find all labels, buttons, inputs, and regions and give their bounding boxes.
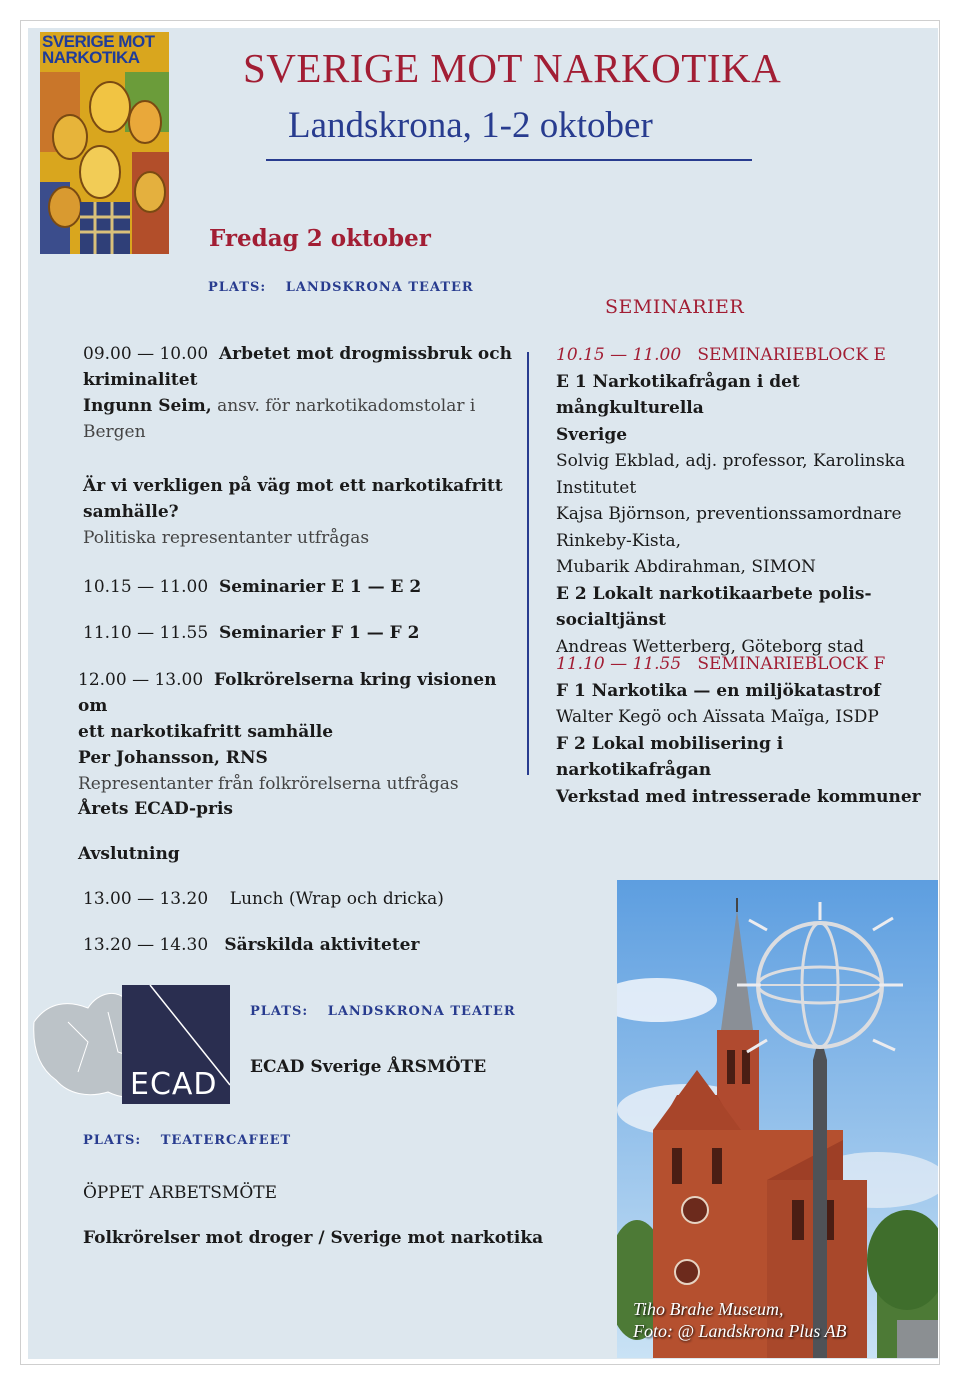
program-item-5 <box>78 667 518 797</box>
venue-label: PLATS: <box>208 280 267 295</box>
program-title: Arbetet mot drogmissbruk och <box>218 344 512 364</box>
program-item-6 <box>83 886 444 912</box>
program-title: Lunch (Wrap och dricka) <box>229 889 444 909</box>
program-speaker: Per Johansson, RNS <box>78 748 268 768</box>
program-item-1 <box>83 341 513 445</box>
program-title: Särskilda aktiviteter <box>224 935 420 955</box>
program-prize: Årets ECAD-pris <box>78 799 233 819</box>
program-time: 11.10 — 11.55 <box>83 623 209 643</box>
seminar-speaker-cont: Rinkeby-Kista, <box>556 530 682 551</box>
ecad-logo <box>122 985 230 1104</box>
column-divider <box>527 352 529 775</box>
poster-title <box>42 34 167 66</box>
photo-credit-line-2: Foto: @ Landskrona Plus AB <box>633 1321 847 1341</box>
seminar-block-label: SEMINARIEBLOCK F <box>697 654 886 674</box>
program-speaker-role-cont: Bergen <box>83 422 146 442</box>
seminar-title: F 2 Lokal mobilisering i narkotikafrågan <box>556 733 784 780</box>
program-time: 13.20 — 14.30 <box>83 935 209 955</box>
program-title: Seminarier E 1 — E 2 <box>218 577 422 597</box>
program-time: 12.00 — 13.00 <box>78 670 204 690</box>
program-speaker-role: ansv. för narkotikadomstolar i <box>217 396 476 416</box>
seminar-speaker: Mubarik Abdirahman, SIMON <box>556 557 816 577</box>
seminar-speaker: Walter Kegö och Aïssata Maïga, ISDP <box>556 707 879 727</box>
poster-title-line-2: NARKOTIKA <box>42 48 140 67</box>
open-meeting-subtitle: Folkrörelser mot droger / Sverige mot narkotika <box>83 1228 544 1248</box>
program-item-4 <box>83 620 419 646</box>
seminar-speaker: Kajsa Björnson, preventionssamordnare <box>556 504 902 524</box>
seminar-speaker: Andreas Wetterberg, Göteborg stad <box>556 636 865 657</box>
venue-line-3 <box>83 1133 291 1148</box>
seminar-block-f <box>556 651 936 810</box>
program-item-2 <box>83 473 513 551</box>
photo-credit <box>633 1298 847 1342</box>
main-title: SVERIGE MOT NARKOTIKA <box>243 45 782 91</box>
seminar-title: E 2 Lokalt narkotikaarbete polis- <box>556 583 872 604</box>
seminar-title: F 1 Narkotika — en miljökatastrof <box>556 680 881 701</box>
venue-value: LANDSKRONA TEATER <box>285 280 474 295</box>
seminar-title-cont: Sverige <box>556 424 628 445</box>
program-time: 13.00 — 13.20 <box>83 889 209 909</box>
annual-meeting-title: ECAD Sverige ÅRSMÖTE <box>250 1057 487 1077</box>
title-underline <box>266 159 752 161</box>
poster-title-line-1: SVERIGE MOT <box>42 32 155 51</box>
venue-value: TEATERCAFEET <box>160 1133 292 1148</box>
venue-label: PLATS: <box>250 1004 309 1019</box>
program-title: Är vi verkligen på väg mot ett narkotikafritt <box>83 476 503 496</box>
seminar-title: E 1 Narkotikafrågan i det mångkulturella <box>556 371 800 418</box>
seminar-block-e <box>556 342 936 660</box>
church-photo <box>617 880 938 1358</box>
program-item-7 <box>83 932 419 958</box>
seminars-heading: SEMINARIER <box>605 296 745 318</box>
seminar-subtitle: Verkstad med intresserade kommuner <box>556 786 921 807</box>
seminar-speaker: Solvig Ekblad, adj. professor, Karolinska <box>556 451 906 471</box>
venue-value: LANDSKRONA TEATER <box>327 1004 516 1019</box>
day-title: Fredag 2 oktober <box>209 225 431 252</box>
program-title-cont: kriminalitet <box>83 370 198 390</box>
venue-label: PLATS: <box>83 1133 142 1148</box>
seminar-title-cont: socialtjänst <box>556 610 666 630</box>
program-title: Seminarier F 1 — F 2 <box>218 623 420 643</box>
seminar-block-label: SEMINARIEBLOCK E <box>697 345 886 365</box>
seminar-speaker-cont: Institutet <box>556 477 637 498</box>
program-item-3 <box>83 574 421 600</box>
venue-line-1 <box>208 280 474 295</box>
program-speaker: Ingunn Seim, <box>83 396 212 416</box>
program-time: 10.15 — 11.00 <box>83 577 209 597</box>
program-closing: Avslutning <box>78 844 180 864</box>
ecad-logo-text: ECAD <box>130 1067 218 1102</box>
venue-line-2 <box>250 1004 516 1019</box>
program-title-cont: ett narkotikafritt samhälle <box>78 722 334 742</box>
program-subtitle: Representanter från folkrörelserna utfrågas <box>78 774 459 794</box>
program-title: Folkrörelserna kring visionen om <box>78 670 497 716</box>
program-subtitle: Politiska representanter utfrågas <box>83 528 370 548</box>
program-time: 09.00 — 10.00 <box>83 344 209 364</box>
poster-image <box>40 32 169 254</box>
seminar-time: 10.15 — 11.00 <box>556 345 682 365</box>
open-meeting-title: ÖPPET ARBETSMÖTE <box>83 1183 278 1203</box>
subtitle: Landskrona, 1-2 oktober <box>288 105 653 146</box>
photo-credit-line-1: Tiho Brahe Museum, <box>633 1299 784 1319</box>
seminar-time: 11.10 — 11.55 <box>556 654 682 674</box>
program-title-cont: samhälle? <box>83 502 179 522</box>
